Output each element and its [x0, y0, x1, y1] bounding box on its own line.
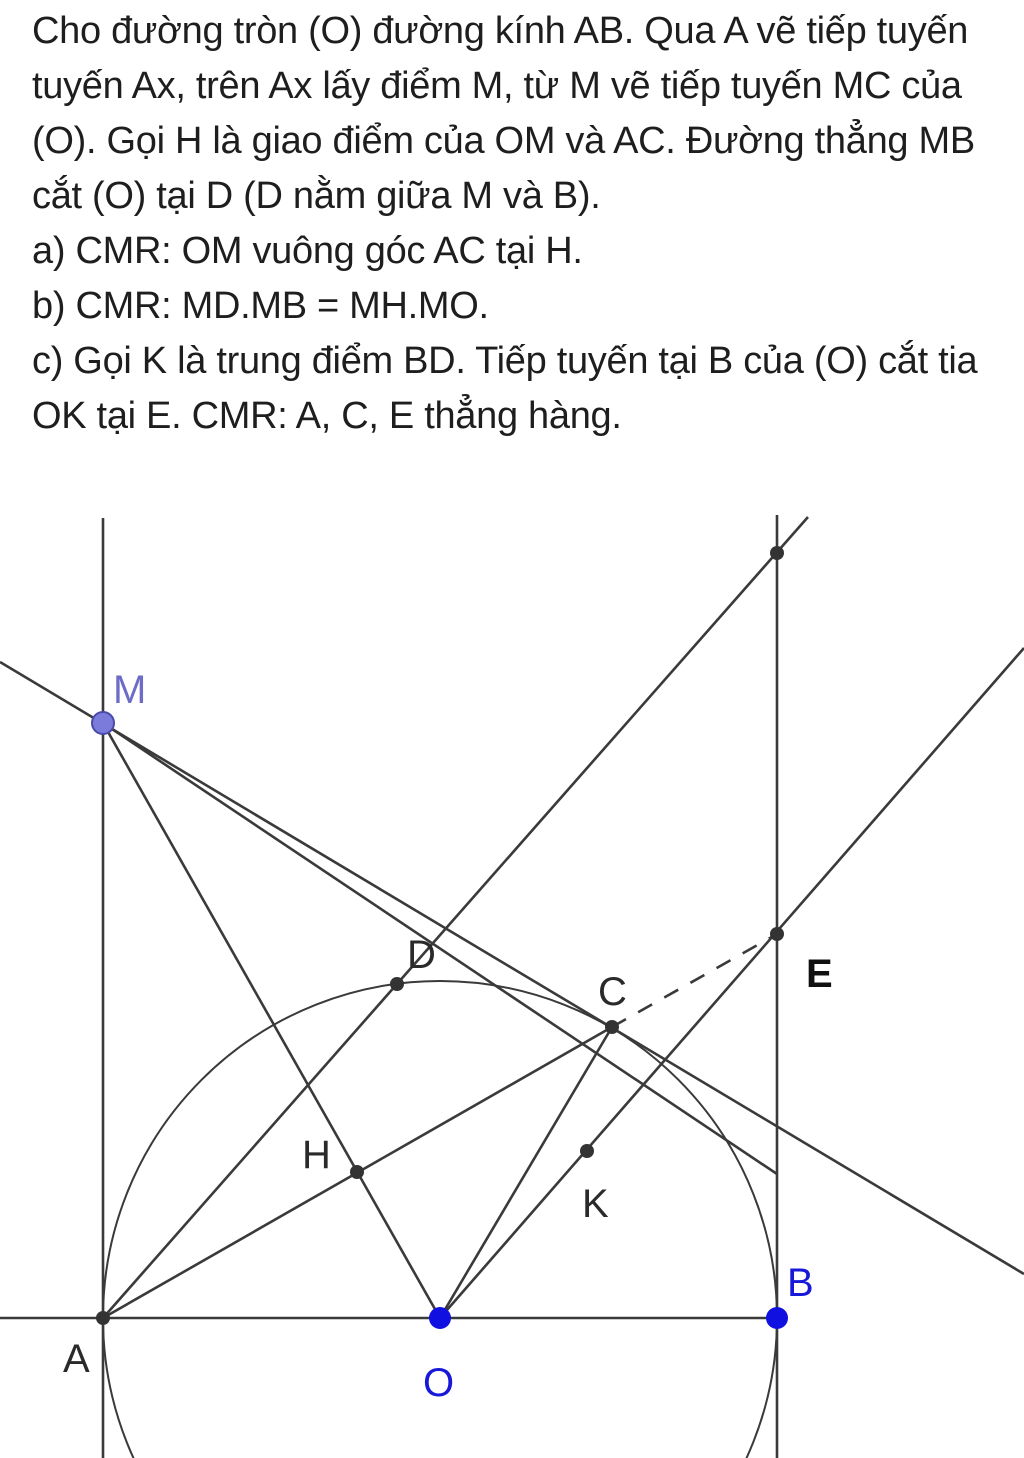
- label-B: B: [787, 1261, 814, 1305]
- geometry-diagram: [0, 500, 1024, 1458]
- point-H: [350, 1165, 364, 1179]
- label-A: A: [63, 1337, 90, 1381]
- dashed-CE: [612, 934, 777, 1027]
- point-B: [766, 1307, 788, 1329]
- label-O: O: [423, 1361, 455, 1405]
- point-A: [96, 1311, 110, 1325]
- labels-group: [63, 668, 833, 1405]
- lines-group: [0, 515, 1024, 1458]
- problem-part-c: c) Gọi K là trung điểm BD. Tiếp tuyến tại B của (O) cắt tia OK tại E. CMR: A, C, E thẳng hàng.: [32, 340, 978, 437]
- label-D: D: [407, 933, 436, 977]
- point-C: [605, 1020, 619, 1034]
- point-O: [429, 1307, 451, 1329]
- point-E: [770, 927, 784, 941]
- point-K: [580, 1144, 594, 1158]
- segment-MO: [103, 723, 440, 1318]
- geometry-figure: [0, 500, 1024, 1458]
- problem-part-b: b) CMR: MD.MB = MH.MO.: [32, 285, 489, 327]
- point-D: [390, 977, 404, 991]
- line-MB: [0, 662, 1024, 1274]
- label-H: H: [302, 1133, 331, 1177]
- label-K: K: [582, 1182, 609, 1226]
- ray-AD: [103, 517, 808, 1318]
- point-top: [770, 546, 784, 560]
- line-MC: [103, 723, 777, 1174]
- problem-part-a: a) CMR: OM vuông góc AC tại H.: [32, 230, 583, 272]
- problem-intro: Cho đường tròn (O) đường kính AB. Qua A vẽ tiếp tuyến tuyến Ax, trên Ax lấy điểm M, từ M vẽ tiếp tuyến MC của (O). Gọi H là giao điểm của OM và AC. Đường thẳng MB cắt (O) tại D (D nằm giữa M và B).: [32, 10, 975, 217]
- label-E: E: [806, 952, 833, 996]
- label-C: C: [598, 970, 627, 1014]
- point-M: [92, 712, 114, 734]
- label-M: M: [113, 668, 147, 712]
- problem-statement: [32, 4, 1002, 444]
- ray-OK: [440, 648, 1024, 1318]
- segment-OC: [440, 1027, 612, 1318]
